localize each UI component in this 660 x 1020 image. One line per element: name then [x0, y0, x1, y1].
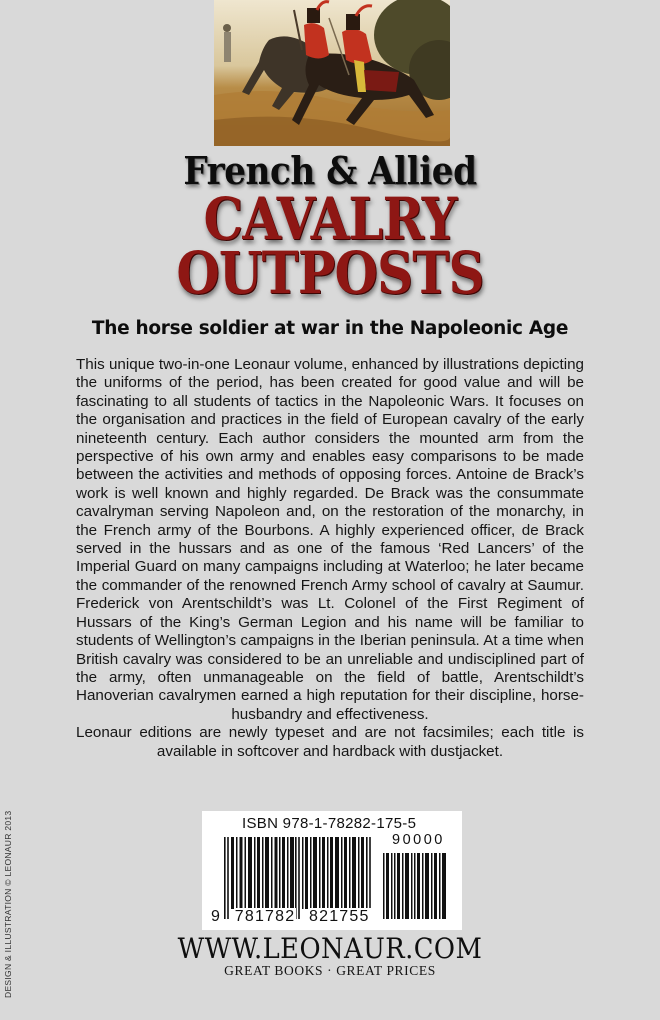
title-prefix: French & Allied [183, 148, 477, 193]
publisher-tagline: GREAT BOOKS · GREAT PRICES [224, 963, 436, 978]
title-main-line1: CAVALRY [203, 185, 457, 253]
description-paragraph: This unique two-in-one Leonaur volume, enhanced by illustrations depicting the uniforms of the period, has been created for good value and will be fascinating to all students of tactics in the Napoleonic Wars. It focuses on the organisation and practices in the field of European cavalry of the early nineteenth century. Each author considers the mounted arm from the perspective of his own army and enables easy comparisons to be made between the activities and methods of opposing forces. Antoine de Brack’s work is well known and highly regarded. De Brack was the consummate cavalryman serving Napoleon and, on the restoration of the monarchy, in the French army of the Bourbons. A highly experienced officer, de Brack served in the hussars and as one of the famous ‘Red Lancers’ of the Imperial Guard on many campaigns including at Waterloo; he later became the commander of the renowned French Army school of cavalry at Saumur. Frederick von Arentschildt’s was Lt. Colonel of the First Regiment of Hussars of the King’s German Legion and his name will be familiar to students of Wellington’s campaigns in the Iberian peninsula. At a time when British cavalry was considered to be an unreliable and undisciplined part of the army, often unmanageable on the field of battle, Arentschildt’s Hanoverian cavalrymen earned a high reputation for their discipline, horse-husbandry and effectiveness. [76, 356, 584, 723]
copyright-credit: DESIGN & ILLUSTRATION © LEONAUR 2013 [3, 810, 13, 998]
edition-note: Leonaur editions are newly typeset and are not facsimiles; each title is available in softcover and hardback with dustjacket. [76, 724, 584, 760]
isbn-barcode [202, 811, 462, 930]
publisher-website: WWW.LEONAUR.COM [177, 932, 483, 965]
ean-digits [210, 908, 371, 926]
title-main-line2: OUTPOSTS [176, 239, 484, 307]
cavalry-painting-graphic [214, 0, 450, 146]
book-subtitle: The horse soldier at war in the Napoleonic Age [91, 318, 569, 339]
ean-barcode-bars [224, 837, 374, 919]
ean-first-digit: 9 [211, 908, 222, 925]
book-description [76, 356, 584, 761]
cover-illustration [214, 0, 450, 146]
isbn-label: ISBN 978-1-78282-175-5 [242, 815, 417, 832]
price-addon-bars [383, 853, 449, 919]
book-title [0, 148, 660, 307]
ean-right-group: 821755 [309, 908, 370, 925]
price-code: 90000 [392, 832, 445, 848]
ean-left-group: 781782 [234, 908, 296, 925]
